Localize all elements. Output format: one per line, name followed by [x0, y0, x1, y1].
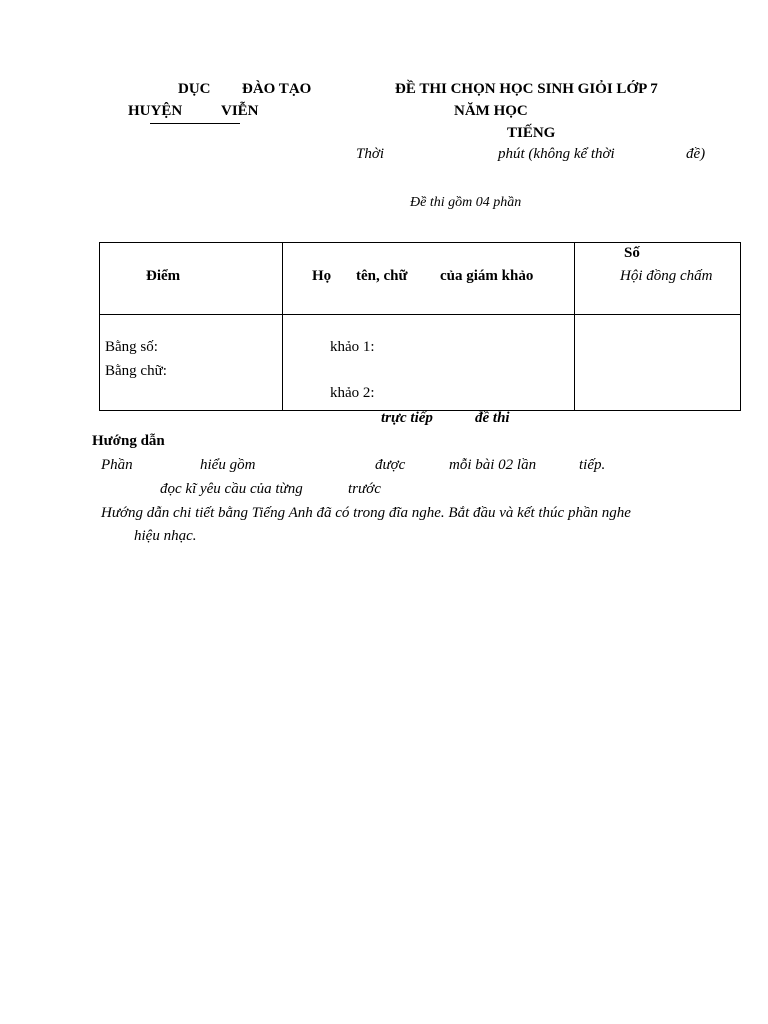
- examiner-1-label: khảo 1:: [330, 339, 375, 355]
- exam-title: ĐỀ THI CHỌN HỌC SINH GIỎI LỚP 7: [395, 81, 658, 97]
- time-end: đề): [686, 146, 706, 162]
- time-minutes: phút (không kể thời: [498, 146, 615, 162]
- subject: TIẾNG: [507, 125, 556, 141]
- number-value-cell: [575, 315, 741, 411]
- instructions-line3: Hướng dẫn chi tiết bằng Tiếng Anh đã có trong đĩa nghe. Bắt đầu và kết thúc phần nghe: [101, 505, 631, 521]
- examiner-header-c: của giám khảo: [440, 268, 534, 284]
- examiner-names-cell: [283, 315, 575, 411]
- instructions-line1-a: Phần: [101, 457, 133, 473]
- score-value-cell: [100, 315, 283, 411]
- number-header-cell: [575, 243, 741, 315]
- instructions-line4: hiệu nhạc.: [134, 528, 197, 544]
- header-dept-word-1: DỤC: [178, 81, 211, 97]
- header-underline: [150, 123, 240, 124]
- score-table-body-row: [100, 315, 741, 411]
- instructions-line1-c: được: [375, 457, 406, 473]
- score-header-cell: [100, 243, 283, 315]
- direct-note-b: đề thi: [475, 410, 510, 426]
- header-district-word-1: HUYỆN: [128, 103, 183, 119]
- examiner-header-cell: [283, 243, 575, 315]
- exam-parts-info: Đề thi gồm 04 phần: [410, 195, 522, 210]
- score-header: Điểm: [146, 268, 181, 284]
- examiner-header-a: Họ: [312, 268, 332, 284]
- examiner-2-label: khảo 2:: [330, 385, 375, 401]
- instructions-heading: Hướng dẫn: [92, 433, 165, 449]
- score-table-header-row: [100, 243, 741, 315]
- score-numeric-label: Bằng số:: [105, 339, 158, 355]
- header-dept-word-2: ĐÀO TẠO: [242, 81, 312, 97]
- score-words-label: Bằng chữ:: [105, 363, 167, 379]
- examiner-header-b: tên, chữ: [356, 268, 408, 284]
- direct-note-a: trực tiếp: [381, 410, 433, 426]
- header-district-word-2: VIỄN: [221, 103, 259, 119]
- instructions-line1-e: tiếp.: [579, 457, 606, 473]
- score-table: [99, 242, 741, 411]
- school-year: NĂM HỌC: [454, 103, 528, 119]
- number-header-b: Hội đồng chấm: [620, 268, 713, 284]
- instructions-line2-b: trước: [348, 481, 381, 497]
- number-header-a: Số: [624, 245, 640, 261]
- instructions-line1-d: mỗi bài 02 lần: [449, 457, 537, 473]
- instructions-line2-a: đọc kĩ yêu cầu của từng: [160, 481, 303, 497]
- instructions-line1-b: hiểu gồm: [200, 457, 256, 473]
- time-label: Thời: [356, 146, 385, 162]
